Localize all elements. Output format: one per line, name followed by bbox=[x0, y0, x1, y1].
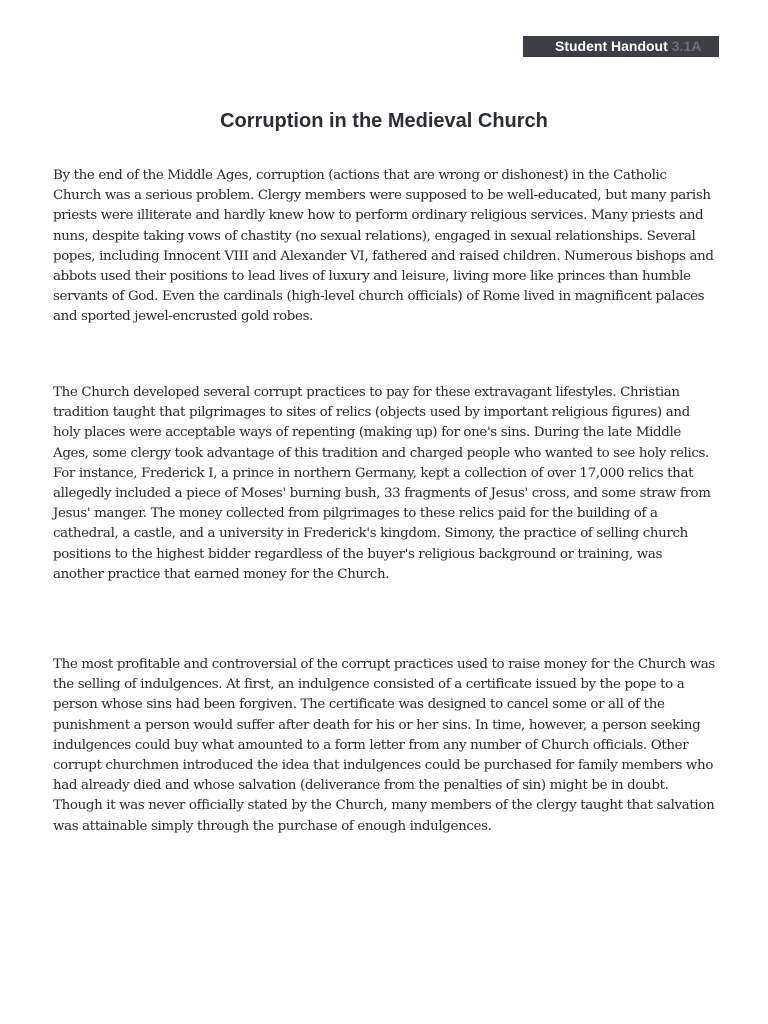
paragraph-corruption-overview: By the end of the Middle Ages, corruption (actions that are wrong or dishonest) in the Catholic Church was a serious problem. Clergy members were supposed to be well-educated, but many parish priests were illiterate and hardly knew how to perform ordinary religious services. Many priests and nuns, despite taking vows of chastity (no sexual relations), engaged in sexual relationships. Several popes, including Innocent VIII and Alexander VI, fathered and raised children. Numerous bishops and abbots used their positions to lead lives of luxury and leisure, living more like princes than humble servants of God. Even the cardinals (high-level church officials) of Rome lived in magnificent palaces and sported jewel-encrusted gold robes. bbox=[53, 168, 714, 325]
paragraph-corrupt-practices: The Church developed several corrupt practices to pay for these extravagant lifestyles. Christian tradition taught that pilgrimages to sites of relics (objects used by important religious figures) and holy places were acceptable ways of repenting (making up) for one's sins. During the late Middle Ages, some clergy took advantage of this tradition and charged people who wanted to see holy relics. For instance, Frederick I, a prince in northern Germany, kept a collection of over 17,000 relics that allegedly included a piece of Moses' burning bush, 33 fragments of Jesus' cross, and some straw from Jesus' manger. The money collected from pilgrimages to these relics paid for the building of a cathedral, a castle, and a university in Frederick's kingdom. Simony, the practice of selling church positions to the highest bidder regardless of the buyer's religious background or training, was another practice that earned money for the Church. bbox=[53, 385, 711, 582]
paragraph-indulgences: The most profitable and controversial of the corrupt practices used to raise money for the Church was the selling of indulgences. At first, an indulgence consisted of a certificate issued by the pope to a person whose sins had been forgiven. The certificate was designed to cancel some or all of the punishment a person would suffer after death for his or her sins. In time, however, a person seeking indulgences could buy what amounted to a form letter from any number of Church officials. Other corrupt churchmen introduced the idea that indulgences could be purchased for family members who had already died and whose salvation (deliverance from the penalties of sin) might be in doubt. Though it was never officially stated by the Church, many members of the clergy taught that salvation was attainable simply through the purchase of enough indulgences. bbox=[53, 657, 715, 834]
student-handout-badge bbox=[523, 36, 719, 57]
badge-label: Student Handout bbox=[555, 38, 668, 54]
badge-number: 3.1A bbox=[671, 38, 702, 54]
document-title: Corruption in the Medieval Church bbox=[220, 110, 548, 132]
